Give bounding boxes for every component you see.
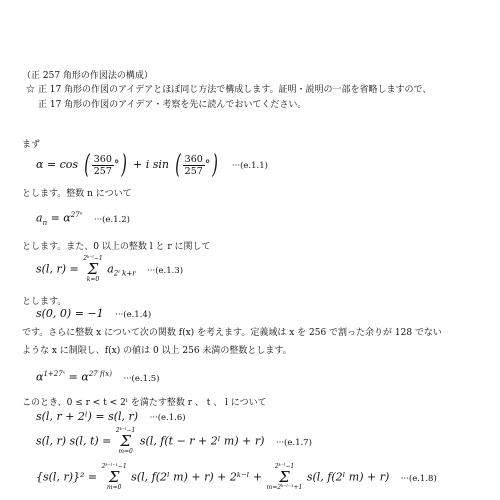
eq-1-1-den2: 257 [184,165,203,177]
eq-1-2-sub: n [42,218,48,227]
eq-1-8-lhs: {s(l, r)}² = [36,470,98,484]
eq-1-1-num2: 360 [184,153,203,165]
eq-1-2-tag: ···(e.1.2) [93,214,130,225]
summation-icon: 2ᵏ⁻ˡ−1 Σ m=2ᵏ⁻ˡ⁻¹+1 [266,463,303,491]
section-heading: （正 257 角形の作図法の構成） [22,71,153,81]
text-t4: です。さらに整数 x について次の関数 f(x) を考えます。定義域は x を 256 で割った余りが 128 でない [22,328,442,338]
text-t5: ような x に制限し、f(x) の値は 0 以上 256 未満の整数とします。 [22,346,292,356]
left-paren-icon: ( [174,150,181,180]
eq-1-3-bot: k=0 [86,276,100,283]
eq-1-1-num1: 360 [93,153,112,165]
intro-line-1: ☆ 正 17 角形の作図のアイデアとほぼ同じ方法で構成します。証明・説明の一部を省略しますので、 [26,85,432,95]
eq-1-7-body: s(l, f(t − r + 2ˡ m) + r) [139,434,265,448]
eq-1-3-termsub: 2ˡ k+r [113,269,136,278]
equation-e-1-4 [36,307,151,320]
eq-1-2-a: a [36,211,43,225]
eq-1-4-tag: ···(e.1.4) [115,310,152,320]
eq-1-1-lhs: α = cos [36,158,79,171]
eq-1-5-rhs: = α [68,370,89,384]
text-t6: このとき、0 ≤ r < t < 2ˡ を満たす整数 r 、 t 、 l について [22,398,267,408]
eq-1-8-top2: 2ᵏ⁻ˡ−1 [274,463,295,470]
eq-1-3-top: 2ᵏ⁻ˡ−1 [83,255,103,262]
eq-1-4-text: s(0, 0) = −1 [36,307,104,320]
eq-1-7-lhs: s(l, r) s(l, t) = [36,434,112,448]
right-paren-icon: ) [121,150,128,180]
eq-1-5-lsup: 1+27ˣ [43,370,66,378]
eq-1-3-term: a [107,262,114,276]
left-paren-icon: ( [83,150,90,180]
eq-1-2-sup: 27ⁿ [70,211,83,219]
equation-e-1-1: α = cos ( $\frac{360}{257}$ °) + i sin ( $\frac{360}{257}$ °) ···(e.1.1) [36,150,268,180]
equation-e-1-3 [36,256,183,283]
eq-1-6-text: s(l, r + 2ˡ) = s(l, r) [36,410,139,423]
eq-1-3-lhs: s(l, r) = [36,262,79,276]
intro-line-2: 正 17 角形の作図のアイデア・考察を先に読んでおいてください。 [38,100,307,110]
eq-1-8-bot2: m=2ᵏ⁻ˡ⁻¹+1 [266,484,303,491]
eq-1-1-mid: + i sin [133,158,170,171]
right-paren-icon: ) [212,150,219,180]
summation-icon: 2ᵏ⁻ˡ⁻¹−1 Σ m=0 [101,463,127,491]
text-t3: とします。 [22,297,67,307]
eq-1-5-lhs: α [36,370,44,384]
eq-1-2-rhs: = α [50,211,71,225]
eq-1-7-top: 2ᵏ⁻ˡ−1 [115,427,136,434]
eq-1-8-tag: ···(e.1.8) [400,473,437,484]
text-t2: とします。また、0 以上の整数 l と r に関して [22,242,211,252]
text-t1: とします。整数 n について [22,189,132,199]
eq-1-6-tag: ···(e.1.6) [149,413,186,423]
eq-1-5-tag: ···(e.1.5) [123,373,160,384]
eq-1-8-bot1: m=0 [106,484,122,491]
equation-e-1-7 [36,428,312,455]
equation-e-1-6 [36,410,186,423]
equation-e-1-8 [36,464,437,491]
summation-icon: 2ᵏ⁻ˡ−1 Σ k=0 [83,255,103,283]
eq-1-8-body2: s(l, f(2ˡ m) + r) [306,470,390,484]
text-first: まず [22,140,41,150]
eq-1-3-tag: ···(e.1.3) [147,265,184,276]
equation-e-1-5 [36,370,159,384]
eq-1-1-den1: 257 [93,165,112,177]
summation-icon: 2ᵏ⁻ˡ−1 Σ m=0 [115,427,136,455]
eq-1-7-tag: ···(e.1.7) [275,437,312,448]
eq-1-5-rsup: 27 f(x) [88,370,112,378]
equation-e-1-2 [36,211,130,227]
eq-1-7-bot: m=0 [118,448,133,455]
eq-1-8-body1: s(l, f(2ˡ m) + r) + 2ᵏ⁻ˡ + [131,470,263,484]
eq-1-8-top1: 2ᵏ⁻ˡ⁻¹−1 [101,463,127,470]
eq-1-1-tag: ···(e.1.1) [231,161,268,171]
